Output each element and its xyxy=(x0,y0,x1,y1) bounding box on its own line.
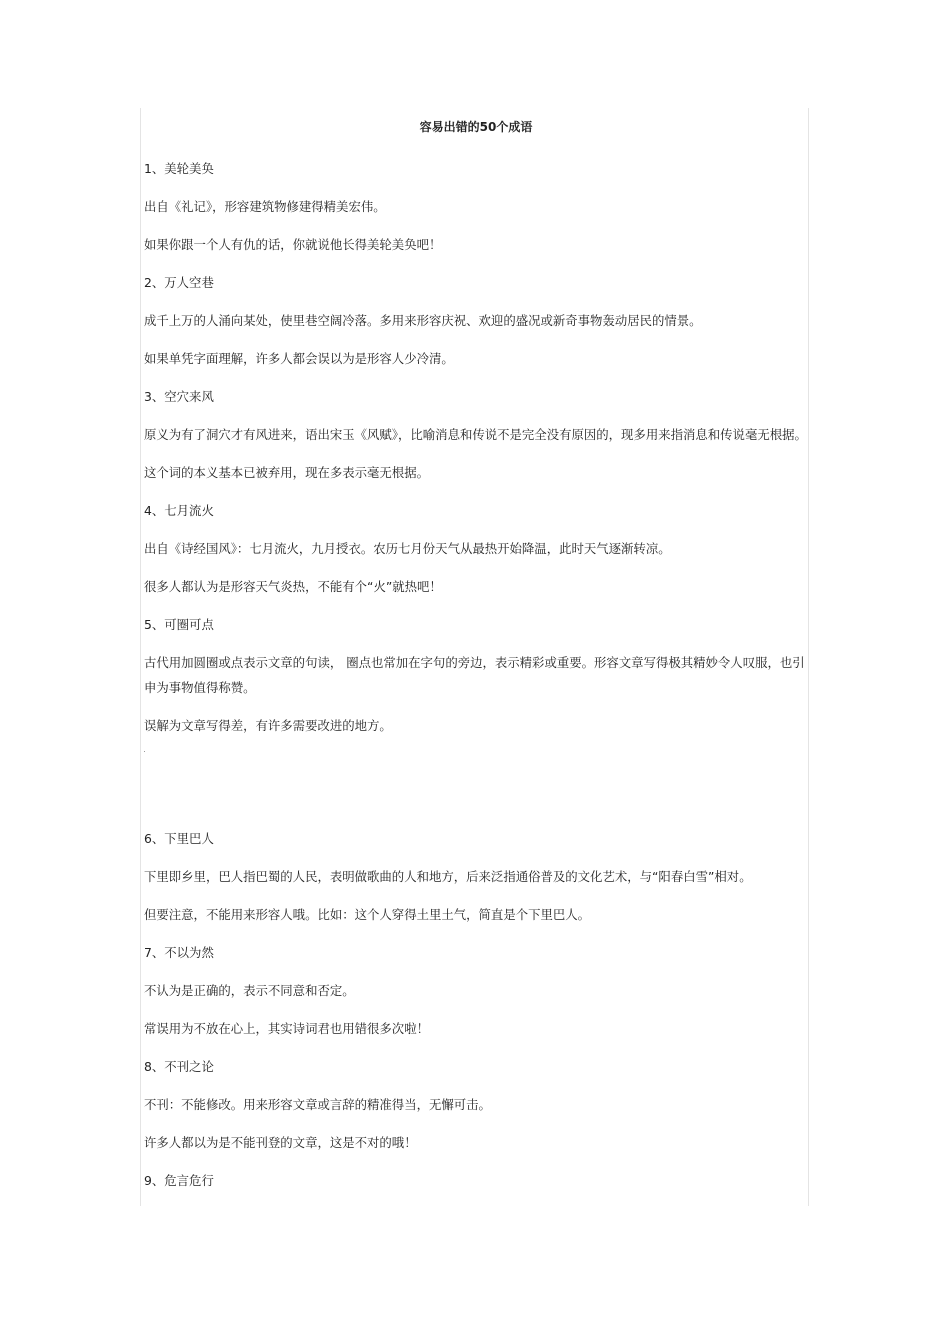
page-margin-left-rule xyxy=(140,108,141,1206)
idiom-note-2: 如果单凭字面理解，许多人都会误以为是形容人少冷清。 xyxy=(144,351,454,366)
idiom-definition-1: 出自《礼记》，形容建筑物修建得精美宏伟。 xyxy=(144,199,386,214)
idiom-note-4: 很多人都认为是形容天气炎热，不能有个“火”就热吧！ xyxy=(144,579,442,594)
document-body xyxy=(144,118,814,1206)
idiom-note-6: 但要注意，不能用来形容人哦。比如：这个人穿得土里土气，简直是个下里巴人。 xyxy=(144,907,591,922)
idiom-heading-2: 2、万人空巷 xyxy=(144,275,214,290)
idiom-heading-1: 1、美轮美奂 xyxy=(144,161,214,176)
idiom-definition-7: 不认为是正确的，表示不同意和否定。 xyxy=(144,983,355,998)
idiom-definition-6: 下里即乡里，巴人指巴蜀的人民，表明做歌曲的人和地方，后来泛指通俗普及的文化艺术，与“阳春白雪”相对。 xyxy=(144,869,752,884)
idiom-heading-4: 4、七月流火 xyxy=(144,503,214,518)
page-break-gap xyxy=(144,751,814,826)
idiom-definition-3: 原义为有了洞穴才有风进来，语出宋玉《风赋》，比喻消息和传说不是完全没有原因的，现多用来指消息和传说毫无根据。 xyxy=(144,427,807,442)
document-title: 容易出错的50个成语 xyxy=(419,120,533,134)
idiom-heading-6: 6、下里巴人 xyxy=(144,831,214,846)
idiom-heading-3: 3、空穴来风 xyxy=(144,389,214,404)
idiom-definition-4: 出自《诗经国风》：七月流火，九月授衣。农历七月份天气从最热开始降温，此时天气逐渐转凉。 xyxy=(144,541,671,556)
idiom-definition-5: 古代用加圆圈或点表示文章的句读， 圈点也常加在字句的旁边，表示精彩或重要。形容文章写得极其精妙令人叹服，也引申为事物值得称赞。 xyxy=(144,655,805,695)
stray-mark xyxy=(144,751,145,752)
idiom-note-5: 误解为文章写得差，有许多需要改进的地方。 xyxy=(144,718,392,733)
idiom-note-3: 这个词的本义基本已被弃用，现在多表示毫无根据。 xyxy=(144,465,429,480)
idiom-heading-5: 5、可圈可点 xyxy=(144,617,214,632)
idiom-heading-9: 9、危言危行 xyxy=(144,1173,214,1188)
idiom-heading-7: 7、不以为然 xyxy=(144,945,214,960)
idiom-definition-2: 成千上万的人涌向某处，使里巷空阔冷落。多用来形容庆祝、欢迎的盛况或新奇事物轰动居民的情景。 xyxy=(144,313,702,328)
idiom-note-1: 如果你跟一个人有仇的话，你就说他长得美轮美奂吧！ xyxy=(144,237,442,252)
idiom-note-8: 许多人都以为是不能刊登的文章，这是不对的哦！ xyxy=(144,1135,417,1150)
idiom-definition-8: 不刊：不能修改。用来形容文章或言辞的精准得当，无懈可击。 xyxy=(144,1097,491,1112)
idiom-note-7: 常误用为不放在心上，其实诗词君也用错很多次啦！ xyxy=(144,1021,429,1036)
idiom-heading-8: 8、不刊之论 xyxy=(144,1059,214,1074)
